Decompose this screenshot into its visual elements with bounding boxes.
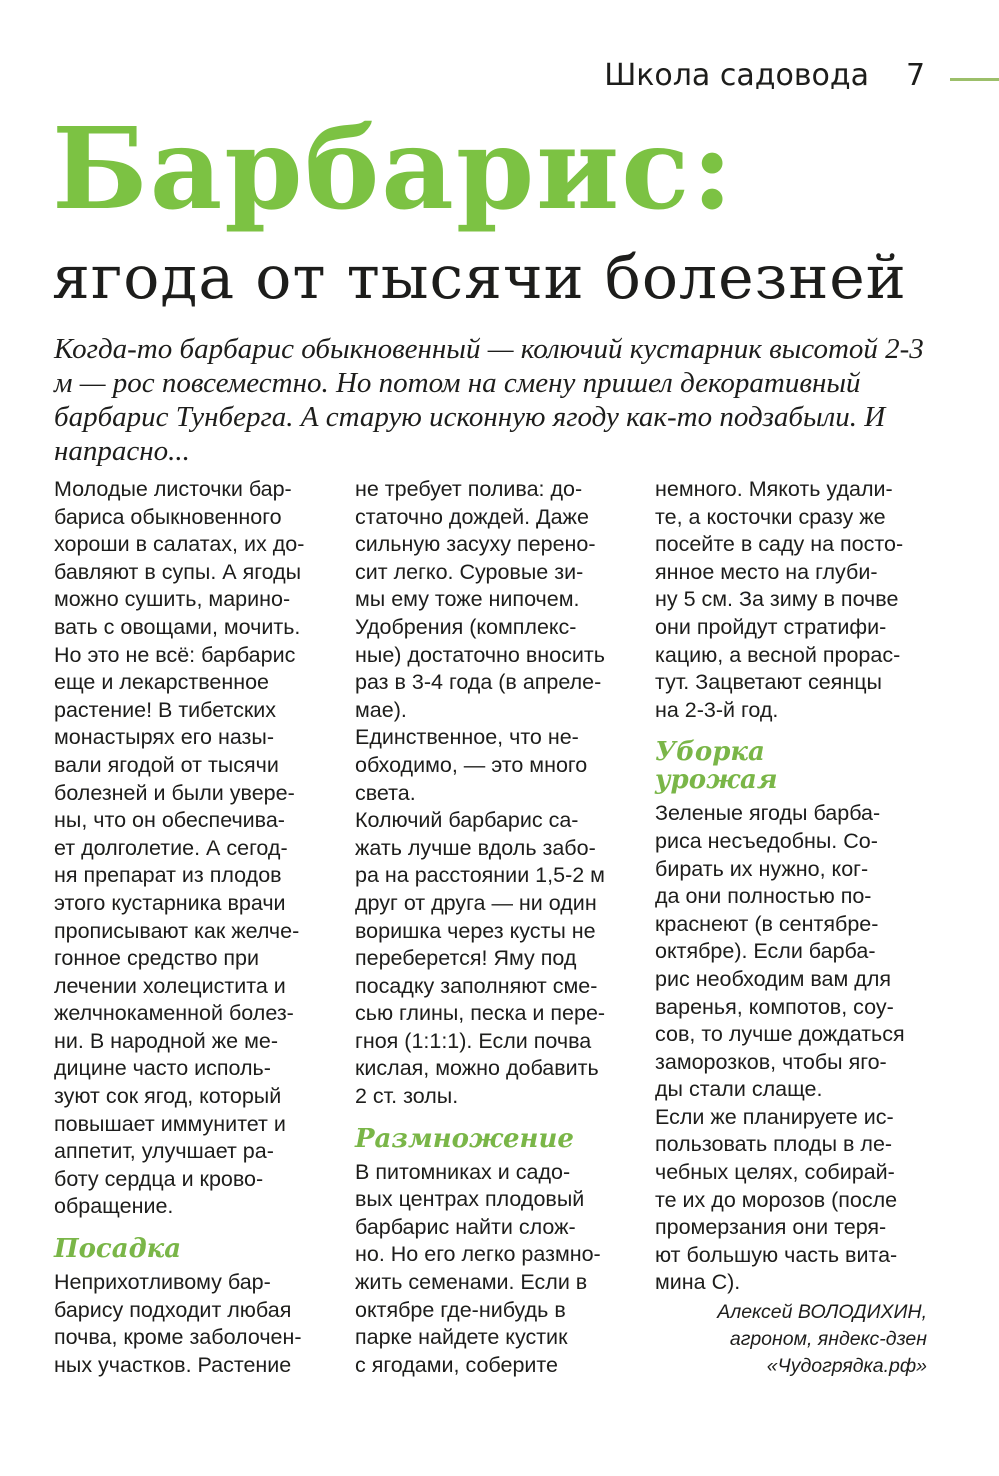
- text-line: но. Но его легко размно-: [355, 1242, 601, 1267]
- text-line: заморозков, чтобы яго-: [655, 1049, 887, 1074]
- text-line: барису подходит любая: [54, 1297, 292, 1322]
- text-line: ет долголетие. А сегод-: [54, 835, 288, 860]
- section-heading-propagation: Размножение: [355, 1123, 574, 1154]
- text-line: обходимо, — это много: [355, 752, 588, 777]
- byline: [655, 1299, 927, 1380]
- text-line: дицине часто исполь-: [54, 1056, 271, 1081]
- byline-source: «Чудогрядка.рф»: [766, 1355, 927, 1378]
- text-line: не требует полива: до-: [355, 477, 583, 501]
- text-line: Уборка: [655, 737, 765, 768]
- text-line: переберется! Яму под: [355, 946, 577, 971]
- text-line: света.: [355, 780, 416, 805]
- text-line: болезней и были увере-: [54, 780, 295, 805]
- text-line: парке найдете кустик: [355, 1325, 568, 1350]
- text-line: Неприхотливому бар-: [54, 1270, 271, 1295]
- text-line: те, а косточки сразу же: [655, 504, 886, 529]
- text-line: ну 5 см. За зиму в почве: [655, 587, 899, 612]
- planting-text-cont: [355, 476, 627, 1111]
- section-title: Школа садовода: [604, 58, 869, 93]
- text-line: рис необходим вам для: [655, 966, 892, 991]
- text-line: Если же планируете ис-: [655, 1104, 894, 1129]
- text-line: Молодые листочки бар-: [54, 477, 292, 501]
- text-line: кислая, можно добавить: [355, 1056, 599, 1081]
- text-line: ня препарат из плодов: [54, 863, 282, 888]
- text-line: зуют сок ягод, который: [54, 1084, 282, 1109]
- column-1: [54, 476, 326, 1379]
- text-line: ни. В народной же ме-: [54, 1028, 278, 1053]
- text-line: боту сердца и крово-: [54, 1166, 264, 1191]
- harvest-text: [655, 800, 927, 1297]
- article-lead: Когда-то барбарис обыкновенный — колючий кустарник высотой 2-3 м — рос повсеместно. Но потом на смену пришел декоративный барбарис Тунберга. А старую исконную ягоду как-то подзабыли. И напрасно...: [54, 333, 924, 467]
- text-line: мае).: [355, 697, 407, 722]
- text-line: монастырях его назы-: [54, 725, 275, 750]
- text-line: лечении холецистита и: [54, 973, 286, 998]
- header-rule: [950, 78, 999, 81]
- text-line: вых центрах плодовый: [355, 1187, 585, 1212]
- text-line: жать лучше вдоль забо-: [355, 835, 596, 860]
- text-line: ны, что он обеспечива-: [54, 808, 285, 833]
- text-line: еще и лекарственное: [54, 670, 270, 695]
- text-line: бариса обыкновенного: [54, 504, 282, 529]
- text-line: мы ему тоже нипочем.: [355, 587, 580, 612]
- text-line: ра на расстоянии 1,5-2 м: [355, 863, 605, 888]
- propagation-text-cont: [655, 476, 927, 724]
- text-line: желчнокаменной болез-: [54, 1001, 294, 1026]
- text-line: на 2-3-й год.: [655, 697, 779, 722]
- text-line: сит легко. Суровые зи-: [355, 559, 584, 584]
- article-title: Барбарис:: [52, 104, 735, 235]
- page-header: [0, 58, 999, 104]
- text-line: гонное средство при: [54, 946, 260, 971]
- text-line: варенья, компотов, соу-: [655, 994, 894, 1019]
- column-3: [655, 476, 927, 1380]
- propagation-text-start: [355, 1159, 627, 1380]
- text-line: вали ягодой от тысячи: [54, 752, 279, 777]
- text-line: хороши в салатах, их до-: [54, 532, 305, 557]
- text-line: риса несъедобны. Со-: [655, 828, 878, 853]
- text-line: воришка через кусты не: [355, 918, 596, 943]
- text-line: ные) достаточно вносить: [355, 642, 605, 667]
- text-line: те их до морозов (после: [655, 1187, 898, 1212]
- text-line: аппетит, улучшает ра-: [54, 1139, 274, 1164]
- planting-text-start: [54, 1269, 326, 1379]
- byline-role: агроном, яндекс-дзен: [729, 1328, 927, 1351]
- text-line: друг от друга — ни один: [355, 890, 597, 915]
- text-line: они пройдут стратифи-: [655, 614, 887, 639]
- intro-text: [54, 476, 326, 1221]
- text-line: В питомниках и садо-: [355, 1159, 571, 1184]
- text-line: гноя (1:1:1). Если почва: [355, 1028, 592, 1053]
- text-line: посадку заполняют сме-: [355, 973, 598, 998]
- text-line: чебных целях, собирай-: [655, 1160, 895, 1185]
- text-line: немного. Мякоть удали-: [655, 477, 893, 501]
- text-line: сильную засуху перено-: [355, 532, 596, 557]
- text-line: барбарис найти слож-: [355, 1214, 576, 1239]
- text-line: ют большую часть вита-: [655, 1242, 898, 1267]
- text-line: растение! В тибетских: [54, 697, 277, 722]
- section-heading-harvest: [655, 738, 927, 794]
- text-line: Единственное, что не-: [355, 725, 579, 750]
- text-line: Колючий барбарис са-: [355, 808, 579, 833]
- article-subtitle: ягода от тысячи болезней: [52, 243, 907, 313]
- text-line: Но это не всё: барбарис: [54, 642, 296, 667]
- text-line: мина С).: [655, 1270, 741, 1295]
- text-line: сью глины, песка и пере-: [355, 1001, 606, 1026]
- text-line: Удобрения (комплекс-: [355, 614, 577, 639]
- text-line: тут. Зацветают сеянцы: [655, 670, 882, 695]
- text-line: да они полностью по-: [655, 884, 872, 909]
- text-line: октябре). Если барба-: [655, 939, 876, 964]
- text-line: промерзания они теря-: [655, 1215, 887, 1240]
- text-line: посейте в саду на посто-: [655, 532, 904, 557]
- text-line: краснеют (в сентябре-: [655, 911, 879, 936]
- text-line: этого кустарника врачи: [54, 890, 286, 915]
- byline-author: Алексей ВОЛОДИХИН,: [717, 1301, 927, 1324]
- section-heading-planting: Посадка: [54, 1234, 182, 1265]
- text-line: сов, то лучше дождаться: [655, 1022, 905, 1047]
- text-line: октябре где-нибудь в: [355, 1297, 566, 1322]
- text-line: можно сушить, марино-: [54, 587, 291, 612]
- column-2: [355, 476, 627, 1379]
- text-line: бирать их нужно, ког-: [655, 856, 869, 881]
- text-line: кацию, а весной прорас-: [655, 642, 901, 667]
- text-line: пользовать плоды в ле-: [655, 1132, 893, 1157]
- page-number: 7: [906, 58, 926, 93]
- text-line: раз в 3-4 года (в апреле-: [355, 670, 602, 695]
- text-line: почва, кроме заболочен-: [54, 1325, 302, 1350]
- text-line: Зеленые ягоды барба-: [655, 801, 881, 826]
- text-line: урожая: [655, 765, 778, 796]
- text-line: ды стали слаще.: [655, 1077, 823, 1102]
- text-line: обращение.: [54, 1194, 174, 1219]
- text-line: прописывают как желче-: [54, 918, 300, 943]
- text-line: янное место на глуби-: [655, 559, 878, 584]
- text-line: бавляют в супы. А ягоды: [54, 559, 302, 584]
- text-line: статочно дождей. Даже: [355, 504, 589, 529]
- text-line: вать с овощами, мочить.: [54, 614, 301, 639]
- text-line: 2 ст. золы.: [355, 1084, 459, 1109]
- text-line: повышает иммунитет и: [54, 1111, 286, 1136]
- text-line: ных участков. Растение: [54, 1352, 292, 1377]
- text-line: с ягодами, соберите: [355, 1352, 558, 1377]
- text-line: жить семенами. Если в: [355, 1270, 588, 1295]
